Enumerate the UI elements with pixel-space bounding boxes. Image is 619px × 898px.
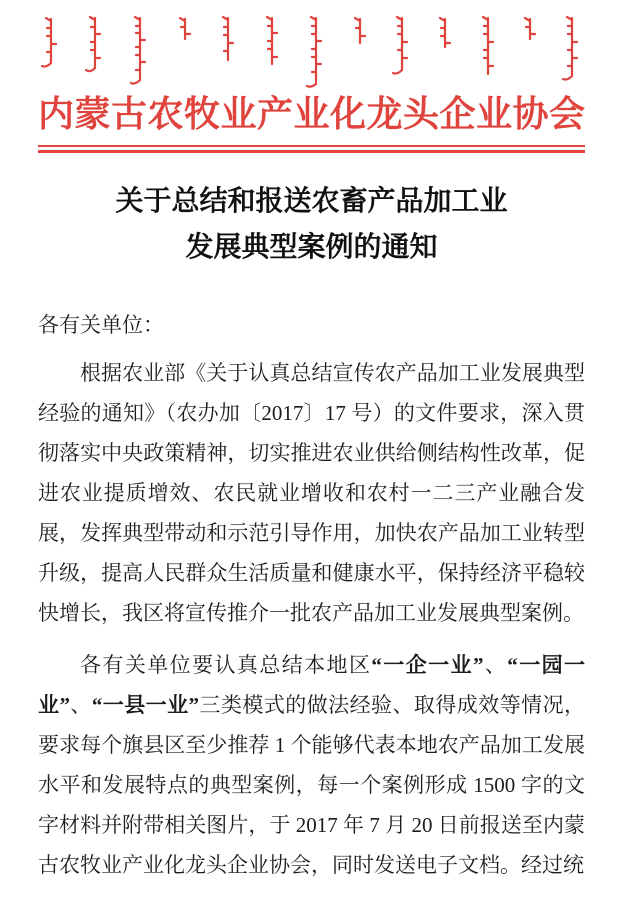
mongolian-script-icon bbox=[39, 14, 584, 88]
red-divider-rule bbox=[38, 145, 585, 153]
document-body bbox=[38, 305, 585, 885]
text-segment: 根据农业部《关于认真总结宣传农产品加工业发展典型经验的通知》（农办加〔2017〕17 号）的文件要求，深入贯彻落实中央政策精神，切实推进农业供给侧结构性改革，促进农业提质增效、农民就业增收和农村一二三产业融合发展，发挥典型带动和示范引导作用，加快农产品加工业转型升级，提高人民群众生活质量和健康水平，保持经济平稳较快增长，我区将宣传推介一批农产品加工业发展典型案例。 bbox=[38, 361, 585, 625]
text-segment: 、 bbox=[69, 693, 92, 717]
text-segment: 、 bbox=[483, 653, 508, 677]
text-segment: “一园一业” bbox=[38, 653, 586, 717]
notice-title-line1: 关于总结和报送农畜产品加工业 bbox=[115, 186, 508, 217]
text-segment: 三类模式的做法经验、取得成效等情况，要求每个旗县区至少推荐 1 个能够代表本地农产品加工发展水平和发展特点的典型案例，每一个案例形成 1500 字的文字材料并附带相关图片，于 2017 年 7 月 20 日前报送至内蒙古农牧业产业化龙头企业协会，同时发送电子文档。经过统 bbox=[38, 693, 586, 877]
notice-title bbox=[38, 179, 585, 271]
salutation: 各有关单位： bbox=[38, 313, 164, 337]
org-name: 内蒙古农牧业产业化龙头企业协会 bbox=[38, 94, 586, 134]
notice-title-line2: 发展典型案例的通知 bbox=[185, 232, 438, 263]
text-segment: 各有关单位要认真总结本地区 bbox=[80, 653, 372, 677]
paragraph-1 bbox=[38, 353, 585, 633]
text-segment: “一企一业” bbox=[371, 653, 484, 677]
text-segment: “一县一业” bbox=[91, 693, 200, 717]
paragraph-2 bbox=[38, 645, 585, 885]
